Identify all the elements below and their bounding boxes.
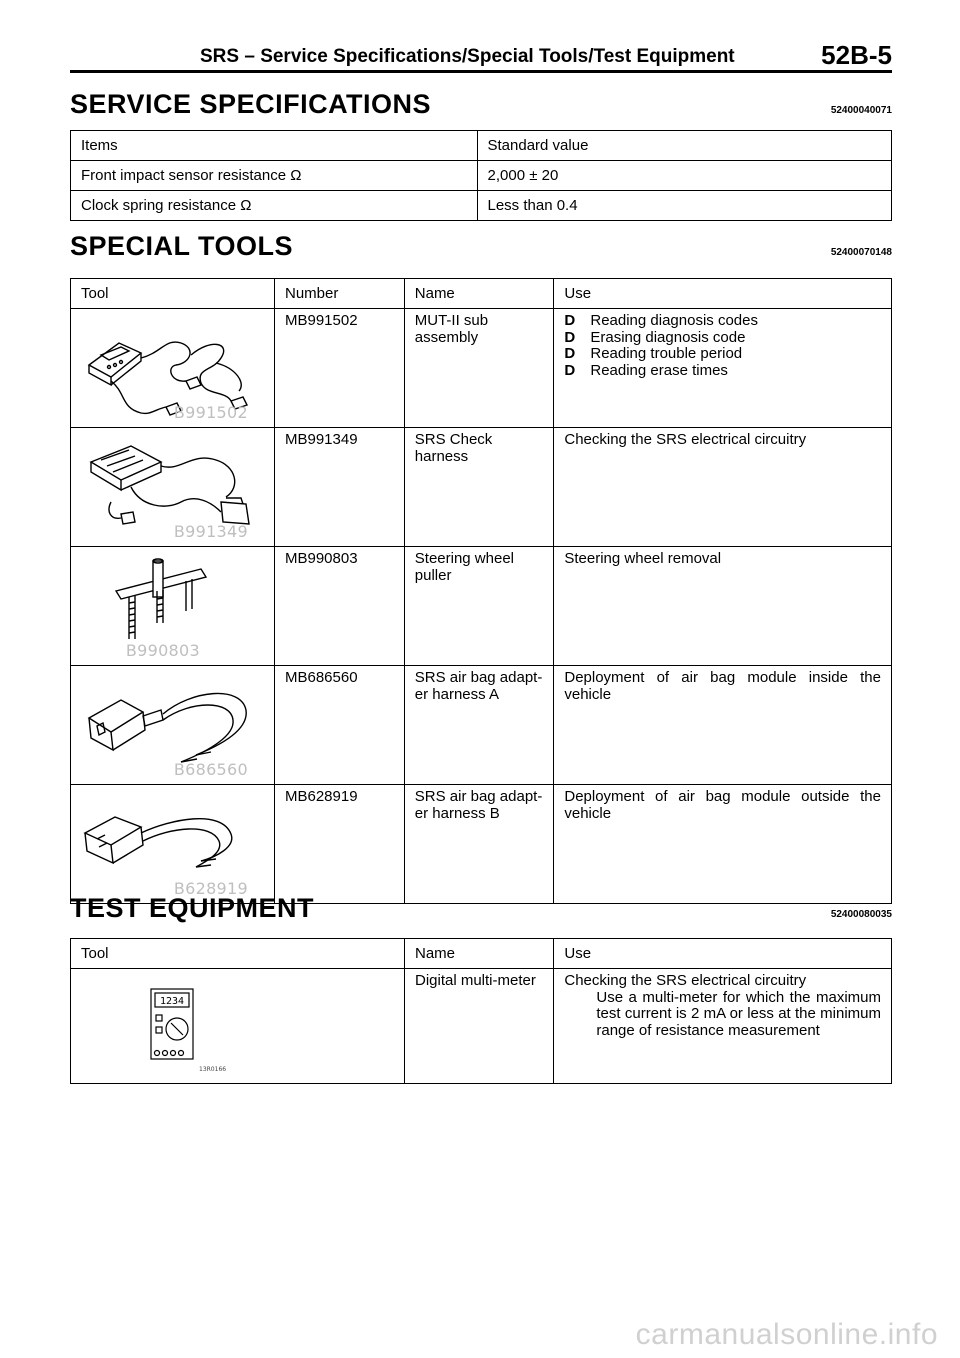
spec-value: Less than 0.4 — [477, 191, 892, 221]
multimeter-illustration — [71, 973, 404, 1083]
tool-use: Deployment of air bag module outside the vehicle — [554, 785, 892, 904]
tool-name-line: assembly — [414, 328, 479, 346]
table-row — [71, 309, 892, 428]
spec-item: Front impact sensor resistance Ω — [71, 161, 478, 191]
tool-image-cell — [71, 309, 275, 428]
tool-name-line: puller — [414, 566, 452, 584]
service-specifications-heading — [70, 84, 892, 120]
image-label: B990803 — [125, 640, 200, 660]
header-cell: Use — [554, 939, 892, 969]
tool-number: MB686560 — [275, 666, 405, 785]
page-header — [70, 40, 892, 73]
use-text: Erasing diagnosis code — [590, 328, 746, 346]
section-code: 52400080035 — [830, 909, 892, 920]
image-label: B991349 — [173, 521, 248, 541]
tool-image-cell — [71, 547, 275, 666]
tool-name-line: SRS Check — [414, 431, 493, 448]
header-title: SRS – Service Specifications/Special Tools/Test Equipment — [200, 46, 735, 67]
tool-number: MB991502 — [275, 309, 405, 428]
use-list-item — [564, 346, 881, 363]
header-cell: Name — [404, 279, 554, 309]
site-watermark: carmanualsonline.info — [635, 1318, 938, 1351]
tool-name-cell — [404, 666, 554, 785]
bullet-icon: D — [564, 345, 576, 362]
table-row — [71, 969, 892, 1084]
tool-name-line: Steering wheel — [414, 550, 514, 567]
tool-name-line: SRS air bag adapt- — [414, 788, 543, 805]
tool-number: MB991349 — [275, 428, 405, 547]
header-cell: Tool — [71, 939, 405, 969]
equipment-name: Digital multi-meter — [405, 969, 554, 1084]
table-row — [71, 547, 892, 666]
header-cell: Tool — [71, 279, 275, 309]
header-cell: Number — [275, 279, 405, 309]
image-label: B991502 — [173, 402, 248, 422]
equipment-use: Checking the SRS electrical circuitry — [564, 972, 807, 989]
tool-image-cell — [71, 969, 405, 1084]
use-list-item — [564, 313, 881, 330]
table-row — [71, 785, 892, 904]
image-label: B686560 — [173, 759, 248, 779]
bullet-icon: D — [564, 328, 576, 346]
use-list-item — [564, 330, 881, 347]
equipment-note: Use a multi-meter for which the maximum test current is 2 mA or less at the minimum range of resistance measurement — [596, 988, 881, 1039]
meter-display-text: 1234 — [159, 996, 185, 1007]
tool-use: Deployment of air bag module inside the vehicle — [554, 666, 892, 785]
tool-name-line: er harness A — [414, 685, 499, 703]
tool-number: MB990803 — [275, 547, 405, 666]
tool-name-cell — [404, 785, 554, 904]
special-tools-table — [70, 278, 892, 904]
tool-name-line: er harness B — [414, 804, 500, 822]
header-page-number: 52B-5 — [821, 40, 892, 70]
tool-use: Checking the SRS electrical circuitry — [554, 428, 892, 547]
table-row — [71, 428, 892, 547]
header-cell: Standard value — [477, 131, 892, 161]
header-cell: Items — [71, 131, 478, 161]
header-cell: Use — [554, 279, 892, 309]
tool-name-line: harness — [414, 447, 469, 465]
tool-name-cell — [404, 428, 554, 547]
image-label: B628919 — [173, 878, 248, 898]
use-text: Reading trouble period — [590, 345, 743, 362]
spec-value: 2,000 ± 20 — [477, 161, 892, 191]
section-title: SPECIAL TOOLS — [70, 231, 294, 261]
section-title: SERVICE SPECIFICATIONS — [70, 89, 432, 119]
table-header-row — [71, 939, 892, 969]
section-code: 52400070148 — [830, 247, 892, 258]
header-cell: Name — [405, 939, 554, 969]
use-text: Reading erase times — [590, 361, 728, 379]
use-list-item — [564, 363, 881, 380]
section-title: TEST EQUIPMENT — [70, 893, 315, 923]
table-row — [71, 161, 892, 191]
image-label: 13R0166 — [199, 1066, 227, 1073]
tool-use: Steering wheel removal — [554, 547, 892, 666]
table-row — [71, 666, 892, 785]
special-tools-heading — [70, 226, 892, 262]
table-header-row — [71, 131, 892, 161]
table-row — [71, 191, 892, 221]
tool-use-cell — [554, 309, 892, 428]
tool-image-cell — [71, 785, 275, 904]
service-specifications-table — [70, 130, 892, 221]
tool-image-cell — [71, 428, 275, 547]
tool-number: MB628919 — [275, 785, 405, 904]
tool-name-cell — [404, 309, 554, 428]
spec-item: Clock spring resistance Ω — [71, 191, 478, 221]
table-header-row — [71, 279, 892, 309]
test-equipment-table — [70, 938, 892, 1084]
equipment-use-cell — [554, 969, 892, 1084]
tool-name-cell — [404, 547, 554, 666]
tool-name-line: MUT-II sub — [414, 312, 489, 329]
test-equipment-heading — [70, 888, 892, 924]
bullet-icon: D — [564, 312, 576, 329]
bullet-icon: D — [564, 361, 576, 379]
section-code: 52400040071 — [830, 105, 892, 116]
use-text: Reading diagnosis codes — [590, 312, 758, 329]
tool-name-line: SRS air bag adapt- — [414, 669, 543, 686]
tool-image-cell — [71, 666, 275, 785]
